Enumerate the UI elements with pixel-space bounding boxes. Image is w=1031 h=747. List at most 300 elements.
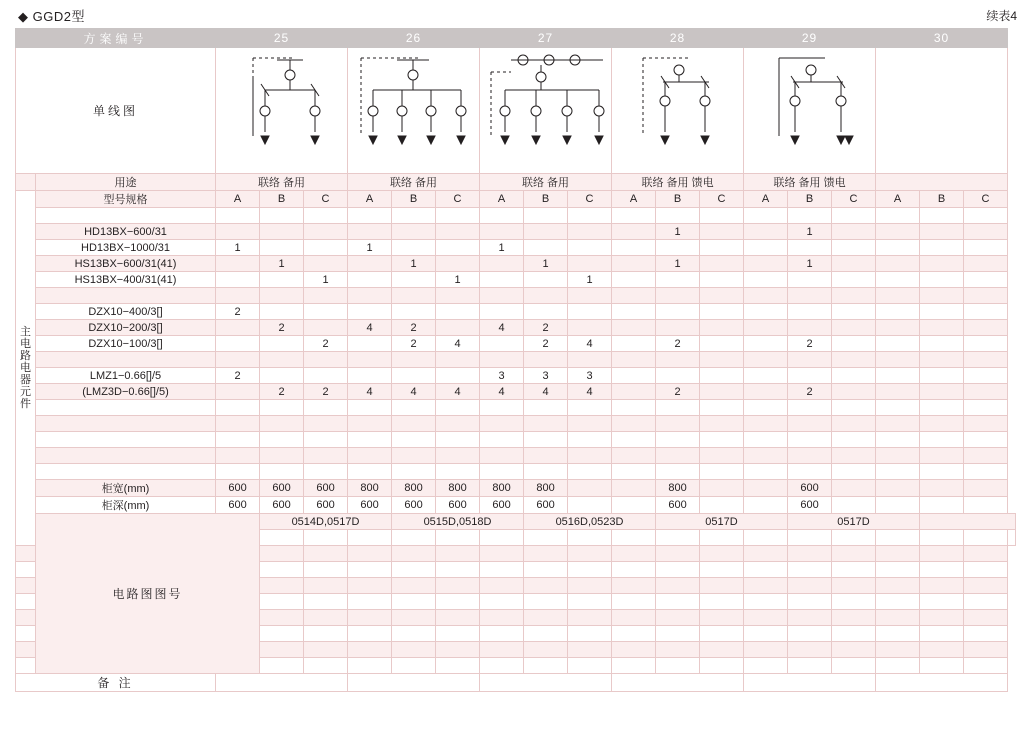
cell [656,272,700,288]
table-row [16,256,1016,272]
cell: 2 [656,384,700,400]
scheme-number-26: 26 [348,29,480,48]
row-name [36,400,216,416]
cell: 1 [568,272,612,288]
circuit-number-27: 0516D,0523D [524,514,656,530]
single-line-diagram-27 [480,48,612,174]
use-row [16,174,1016,191]
cell [348,224,392,240]
cell: 600 [216,480,260,497]
table-row [16,416,1016,432]
cell: 4 [436,384,480,400]
cell [392,304,436,320]
cell: 1 [656,256,700,272]
cell: 1 [304,272,348,288]
cell [920,224,964,240]
cell [964,384,1008,400]
cell: 3 [480,368,524,384]
col-26-B: B [392,191,436,208]
cell: 600 [348,497,392,514]
cell: 2 [216,368,260,384]
cell [920,240,964,256]
cell: 1 [656,224,700,240]
cell [964,368,1008,384]
circuit-label: 电路图图号 [36,514,260,674]
cell [260,224,304,240]
cell [348,256,392,272]
cell [832,304,876,320]
cell [480,336,524,352]
cell [876,256,920,272]
use-spacer [16,174,36,191]
cell: 2 [524,336,568,352]
cell: 2 [304,384,348,400]
cell [920,497,964,514]
cell [392,240,436,256]
cell: 600 [656,497,700,514]
side-label-4: 器 [20,374,31,387]
cell: 2 [788,336,832,352]
table-row [16,368,1016,384]
spacer-row-2 [16,448,1016,464]
cell [876,384,920,400]
cell [876,368,920,384]
cell: 1 [480,240,524,256]
remark-28 [612,674,744,692]
cell [436,304,480,320]
cell: 600 [216,497,260,514]
cell [744,320,788,336]
cell [788,320,832,336]
single-line-diagram-25 [216,48,348,174]
col-29-B: B [788,191,832,208]
cell [568,497,612,514]
cell [964,304,1008,320]
cell: 600 [260,497,304,514]
cell [304,320,348,336]
cell: 4 [480,384,524,400]
spacer-row-3 [16,464,1016,480]
cell [480,224,524,240]
side-label-2: 路 [20,349,31,362]
cell [964,336,1008,352]
cell [700,224,744,240]
table-row [16,432,1016,448]
cell [700,368,744,384]
use-29: 联络 备用 馈电 [744,174,876,191]
cell [480,304,524,320]
table-row [16,288,1016,304]
cell [876,480,920,497]
circuit-number-30 [920,514,1016,530]
cell [524,304,568,320]
side-label-6: 件 [20,398,31,411]
cell [480,272,524,288]
cell [568,320,612,336]
cell [348,368,392,384]
cell [612,497,656,514]
col-27-A: A [480,191,524,208]
side-label-0: 主 [20,325,31,338]
cell: 2 [260,320,304,336]
cell [612,304,656,320]
scheme-label: 方案编号 [16,29,216,48]
cell [436,224,480,240]
row-name: LMZ1−0.66[]/5 [36,368,216,384]
remark-row [16,674,1016,692]
scheme-number-27: 27 [480,29,612,48]
continued-label: 续表4 [986,9,1017,23]
cell [392,368,436,384]
cell [788,240,832,256]
cell [392,224,436,240]
cell [832,224,876,240]
cell [744,304,788,320]
cell: 2 [656,336,700,352]
cell: 4 [436,336,480,352]
cell: 3 [568,368,612,384]
cell [348,336,392,352]
cell [744,368,788,384]
scheme-number-30: 30 [876,29,1008,48]
cell: 2 [392,320,436,336]
cell: 4 [568,384,612,400]
cell [832,384,876,400]
cell: 600 [524,497,568,514]
remark-26 [348,674,480,692]
cell [260,240,304,256]
cell [700,384,744,400]
cell [260,368,304,384]
cell: 600 [392,497,436,514]
cell: 4 [348,320,392,336]
cell [568,304,612,320]
cell: 4 [524,384,568,400]
cell [744,224,788,240]
col-25-B: B [260,191,304,208]
cell [612,320,656,336]
cell [568,256,612,272]
depth-label: 柜深(mm) [36,497,216,514]
circuit-number-28: 0517D [656,514,788,530]
cabinet-depth-row [16,497,1016,514]
cell [700,497,744,514]
cell [700,304,744,320]
cell [876,224,920,240]
cell: 1 [788,224,832,240]
cell [436,256,480,272]
col-28-C: C [700,191,744,208]
scheme-header-row [16,29,1016,48]
cell [304,256,348,272]
cell [876,304,920,320]
cell: 800 [392,480,436,497]
spacer-row-1 [16,208,1016,224]
cell [832,368,876,384]
col-28-A: A [612,191,656,208]
cell [568,480,612,497]
cell [964,480,1008,497]
col-29-C: C [832,191,876,208]
cell [216,256,260,272]
cell [964,320,1008,336]
remark-29 [744,674,876,692]
use-27: 联络 备用 [480,174,612,191]
cell [568,240,612,256]
remark-27 [480,674,612,692]
col-25-A: A [216,191,260,208]
cell: 600 [304,497,348,514]
cell: 1 [524,256,568,272]
cell [920,336,964,352]
cell [920,304,964,320]
cell [260,336,304,352]
cell [964,497,1008,514]
col-30-B: B [920,191,964,208]
cell: 800 [436,480,480,497]
circuit-number-row [16,514,1016,530]
cell: 1 [392,256,436,272]
model-label: 型号规格 [36,191,216,208]
spec-table [15,28,1016,692]
cell [656,368,700,384]
circuit-number-25: 0514D,0517D [260,514,392,530]
cell [700,336,744,352]
side-label-3: 电 [20,361,31,374]
cell [700,256,744,272]
cell [612,272,656,288]
cell [832,320,876,336]
remark-label: 备 注 [16,674,216,692]
circuit-number-29: 0517D [788,514,920,530]
table-row [16,272,1016,288]
cell: 2 [524,320,568,336]
cell [612,384,656,400]
cell [744,272,788,288]
cell [524,240,568,256]
cell [216,224,260,240]
remark-30 [876,674,1008,692]
cell [744,384,788,400]
cell [524,224,568,240]
cabinet-width-row [16,480,1016,497]
cell [788,368,832,384]
page-title: ◆ GGD2型 [18,9,85,24]
cell: 800 [348,480,392,497]
cell [788,272,832,288]
cell [964,256,1008,272]
row-name: HD13BX−1000/31 [36,240,216,256]
col-29-A: A [744,191,788,208]
cell [920,384,964,400]
cell [436,320,480,336]
cell [700,240,744,256]
cell [216,272,260,288]
single-line-diagram-28 [612,48,744,174]
cell: 4 [392,384,436,400]
use-28: 联络 备用 馈电 [612,174,744,191]
cell [612,256,656,272]
cell: 4 [348,384,392,400]
cell [920,480,964,497]
cell [832,240,876,256]
col-30-C: C [964,191,1008,208]
row-name: DZX10−100/3[] [36,336,216,352]
row-name [36,288,216,304]
table-row [16,240,1016,256]
scheme-number-28: 28 [612,29,744,48]
single-line-diagram-29 [744,48,876,174]
cell: 1 [348,240,392,256]
use-label: 用途 [36,174,216,191]
cell [348,304,392,320]
cell: 2 [392,336,436,352]
cell: 800 [524,480,568,497]
cell [524,272,568,288]
row-name: HS13BX−400/31(41) [36,272,216,288]
cell: 3 [524,368,568,384]
cell [876,320,920,336]
cell [700,320,744,336]
cell [876,240,920,256]
cell [920,272,964,288]
cell [744,240,788,256]
cell [656,240,700,256]
cell: 1 [436,272,480,288]
cell [656,320,700,336]
cell: 600 [260,480,304,497]
cell: 2 [304,336,348,352]
cell [744,256,788,272]
circuit-number-26: 0515D,0518D [392,514,524,530]
cell [964,240,1008,256]
cell: 2 [788,384,832,400]
col-26-A: A [348,191,392,208]
cell [876,272,920,288]
col-27-C: C [568,191,612,208]
cell [744,480,788,497]
cell [304,368,348,384]
cell: 600 [788,497,832,514]
col-30-A: A [876,191,920,208]
cell [348,272,392,288]
cell: 2 [260,384,304,400]
cell [656,304,700,320]
cell [612,480,656,497]
cell [832,480,876,497]
spacer-name [36,208,216,224]
cell [876,336,920,352]
cell [480,256,524,272]
row-name [36,432,216,448]
cell [216,384,260,400]
cell [568,224,612,240]
scheme-number-25: 25 [216,29,348,48]
side-label-cell [16,191,36,546]
cell [260,272,304,288]
cell [744,336,788,352]
table-row [16,352,1016,368]
single-line-diagram-26 [348,48,480,174]
cell [832,272,876,288]
page-header [0,0,1031,28]
cell [964,224,1008,240]
col-28-B: B [656,191,700,208]
col-27-B: B [524,191,568,208]
cell [832,336,876,352]
cell [304,240,348,256]
cell [612,368,656,384]
cell [392,272,436,288]
cell [612,224,656,240]
row-name [36,352,216,368]
table-row [16,224,1016,240]
cell [304,304,348,320]
cell [832,256,876,272]
row-name: DZX10−400/3[] [36,304,216,320]
cell: 800 [656,480,700,497]
cell [700,272,744,288]
cell: 800 [480,480,524,497]
use-25: 联络 备用 [216,174,348,191]
cell: 1 [260,256,304,272]
model-header-row [16,191,1016,208]
cell: 600 [480,497,524,514]
cell [964,272,1008,288]
cell [876,497,920,514]
cell: 600 [788,480,832,497]
cell [832,497,876,514]
table-row [16,304,1016,320]
cell: 600 [436,497,480,514]
cell [304,224,348,240]
cell [920,368,964,384]
cell: 1 [216,240,260,256]
cell: 4 [480,320,524,336]
cell [612,336,656,352]
cell: 1 [788,256,832,272]
row-name: DZX10−200/3[] [36,320,216,336]
remark-25 [216,674,348,692]
table-row [16,320,1016,336]
cell [436,368,480,384]
table-row [16,400,1016,416]
side-label-1: 电 [20,337,31,350]
width-label: 柜宽(mm) [36,480,216,497]
use-30 [876,174,1008,191]
use-26: 联络 备用 [348,174,480,191]
row-name: (LMZ3D−0.66[]/5) [36,384,216,400]
cell [788,304,832,320]
cell [920,256,964,272]
diagram-label: 单线图 [16,48,216,174]
cell [700,480,744,497]
row-name: HD13BX−600/31 [36,224,216,240]
cell [744,497,788,514]
table-row [16,384,1016,400]
scheme-number-29: 29 [744,29,876,48]
cell [260,304,304,320]
cell: 2 [216,304,260,320]
single-line-diagram-30 [876,48,1008,174]
cell [216,336,260,352]
cell [216,320,260,336]
cell: 4 [568,336,612,352]
cell: 600 [304,480,348,497]
table-row [16,336,1016,352]
row-name: HS13BX−600/31(41) [36,256,216,272]
col-25-C: C [304,191,348,208]
